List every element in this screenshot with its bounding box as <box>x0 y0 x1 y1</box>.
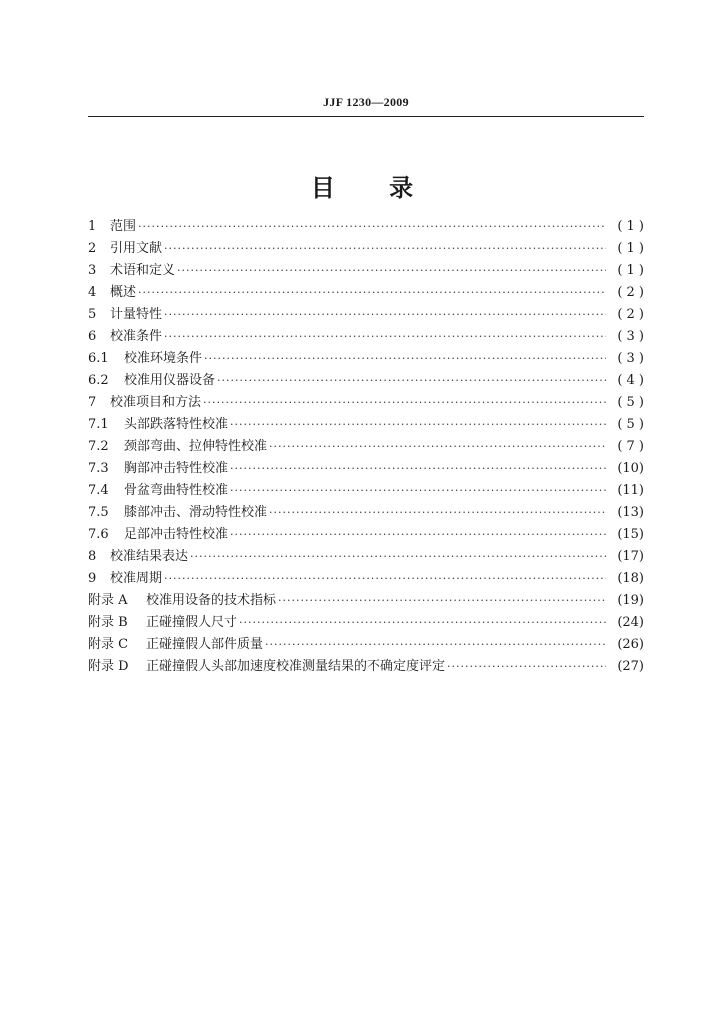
toc-entry[interactable] <box>88 414 644 436</box>
dot-leader <box>217 370 606 392</box>
dot-leader <box>278 590 606 612</box>
dot-leader <box>164 326 606 348</box>
toc-entry-page: ( 1 ) <box>617 263 644 278</box>
toc-entry-label: 计量特性 <box>110 307 163 322</box>
toc-entry-number: 8 <box>88 549 97 564</box>
toc-entry-number: 7.2 <box>88 439 109 454</box>
table-of-contents <box>88 216 644 678</box>
toc-entry-label: 校准周期 <box>110 571 163 586</box>
toc-entry-page: (17) <box>617 549 644 564</box>
toc-entry[interactable] <box>88 590 644 612</box>
dot-leader <box>269 502 606 524</box>
dot-leader <box>138 282 606 304</box>
toc-entry-number: 6 <box>88 329 97 344</box>
toc-entry[interactable] <box>88 260 644 282</box>
dot-leader <box>204 348 606 370</box>
toc-entry-number: 9 <box>88 571 97 586</box>
dot-leader <box>230 458 606 480</box>
toc-entry-page: (11) <box>617 483 644 498</box>
toc-entry-page: ( 4 ) <box>617 373 644 388</box>
toc-entry-page: ( 3 ) <box>617 329 644 344</box>
toc-entry-label: 校准用设备的技术指标 <box>146 593 277 608</box>
toc-entry-page: (27) <box>617 659 644 674</box>
toc-entry-page: (19) <box>617 593 644 608</box>
toc-entry-label: 正碰撞假人部件质量 <box>146 637 264 652</box>
toc-entry-page: ( 1 ) <box>617 241 644 256</box>
toc-entry[interactable] <box>88 436 644 458</box>
dot-leader <box>230 524 606 546</box>
dot-leader <box>164 304 606 326</box>
toc-entry-page: ( 2 ) <box>617 307 644 322</box>
toc-entry[interactable] <box>88 656 644 678</box>
toc-entry-number: 6.2 <box>88 373 109 388</box>
toc-entry-number: 7.5 <box>88 505 109 520</box>
toc-entry-label: 范围 <box>110 219 137 234</box>
toc-entry-page: (15) <box>617 527 644 542</box>
toc-entry-label: 概述 <box>110 285 137 300</box>
toc-entry-number: 6.1 <box>88 351 109 366</box>
toc-entry-label: 头部跌落特性校准 <box>124 417 229 432</box>
dot-leader <box>164 238 606 260</box>
toc-entry[interactable] <box>88 524 644 546</box>
toc-entry[interactable] <box>88 326 644 348</box>
toc-entry[interactable] <box>88 612 644 634</box>
toc-entry-page: (13) <box>617 505 644 520</box>
toc-entry-page: ( 5 ) <box>617 417 644 432</box>
dot-leader <box>230 414 606 436</box>
toc-entry-number: 3 <box>88 263 97 278</box>
toc-entry-page: ( 5 ) <box>617 395 644 410</box>
toc-entry[interactable] <box>88 568 644 590</box>
toc-entry-page: ( 1 ) <box>617 219 644 234</box>
toc-entry[interactable] <box>88 392 644 414</box>
toc-entry-label: 骨盆弯曲特性校准 <box>124 483 229 498</box>
toc-entry-number: 2 <box>88 241 97 256</box>
toc-entry-number: 附录 C <box>88 637 129 652</box>
toc-entry-number: 7 <box>88 395 97 410</box>
header-rule <box>88 116 644 117</box>
toc-entry-number: 4 <box>88 285 97 300</box>
dot-leader <box>203 392 606 414</box>
toc-entry-page: ( 2 ) <box>617 285 644 300</box>
toc-entry-label: 术语和定义 <box>110 263 176 278</box>
toc-entry-label: 校准项目和方法 <box>110 395 202 410</box>
document-code-header: JJF 1230—2009 <box>323 95 409 109</box>
toc-entry[interactable] <box>88 546 644 568</box>
toc-entry-page: (18) <box>617 571 644 586</box>
toc-entry-label: 足部冲击特性校准 <box>124 527 229 542</box>
dot-leader <box>230 480 606 502</box>
toc-entry-label: 校准结果表达 <box>110 549 189 564</box>
toc-entry-page: (24) <box>617 615 644 630</box>
toc-entry-page: ( 3 ) <box>617 351 644 366</box>
toc-entry[interactable] <box>88 458 644 480</box>
toc-entry[interactable] <box>88 502 644 524</box>
dot-leader <box>239 612 606 634</box>
toc-entry-number: 7.3 <box>88 461 109 476</box>
toc-entry-label: 正碰撞假人头部加速度校准测量结果的不确定度评定 <box>146 659 446 674</box>
toc-entry-label: 正碰撞假人尺寸 <box>146 615 238 630</box>
toc-entry-number: 1 <box>88 219 97 234</box>
toc-entry[interactable] <box>88 480 644 502</box>
toc-entry-number: 附录 B <box>88 615 128 630</box>
toc-entry[interactable] <box>88 370 644 392</box>
toc-entry-number: 附录 A <box>88 593 128 608</box>
dot-leader <box>269 436 606 458</box>
toc-entry[interactable] <box>88 282 644 304</box>
toc-entry-number: 7.1 <box>88 417 109 432</box>
toc-entry[interactable] <box>88 304 644 326</box>
toc-entry-number: 7.6 <box>88 527 109 542</box>
dot-leader <box>190 546 606 568</box>
dot-leader <box>164 568 606 590</box>
toc-entry[interactable] <box>88 238 644 260</box>
toc-entry-label: 颈部弯曲、拉伸特性校准 <box>124 439 268 454</box>
toc-entry-label: 膝部冲击、滑动特性校准 <box>124 505 268 520</box>
toc-entry-number: 附录 D <box>88 659 129 674</box>
toc-entry-page: (10) <box>617 461 644 476</box>
toc-entry-page: (26) <box>617 637 644 652</box>
dot-leader <box>265 634 606 656</box>
toc-entry-number: 5 <box>88 307 97 322</box>
page-title: 目 录 <box>310 174 414 202</box>
toc-entry-label: 校准条件 <box>110 329 163 344</box>
toc-entry-page: ( 7 ) <box>617 439 644 454</box>
dot-leader <box>447 656 606 678</box>
dot-leader <box>138 216 606 238</box>
toc-entry-label: 胸部冲击特性校准 <box>124 461 229 476</box>
toc-entry-label: 校准环境条件 <box>124 351 203 366</box>
toc-entry-label: 校准用仪器设备 <box>124 373 216 388</box>
toc-entry-number: 7.4 <box>88 483 109 498</box>
toc-entry[interactable] <box>88 216 644 238</box>
toc-entry-label: 引用文献 <box>110 241 163 256</box>
dot-leader <box>177 260 606 282</box>
toc-entry[interactable] <box>88 634 644 656</box>
toc-entry[interactable] <box>88 348 644 370</box>
